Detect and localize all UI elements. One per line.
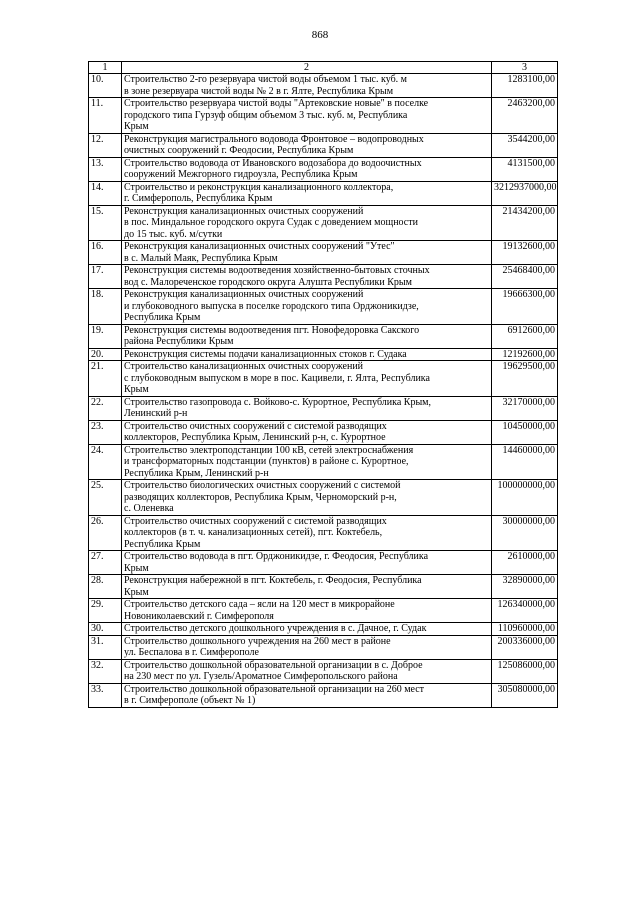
- description-line: коллекторов (в т. ч. канализационных сетей), пгт. Коктебель,: [124, 527, 383, 538]
- description-line: и глубоководного выпуска в поселке городского типа Орджоникидзе,: [124, 300, 419, 312]
- project-description: [122, 289, 492, 325]
- description-line: до 15 тыс. куб. м/сутки: [124, 228, 223, 240]
- table-row: [89, 575, 558, 599]
- project-description: [122, 98, 492, 134]
- description-line: Строительство 2-го резервуара чистой воды объемом 1 тыс. куб. м: [124, 74, 407, 85]
- description-line: с глубоководным выпуском в море в пос. Кацивели, г. Ялта, Республика: [124, 372, 430, 384]
- table-row: [89, 181, 558, 205]
- description-line: Республика Крым: [124, 312, 201, 323]
- table-row: [89, 659, 558, 683]
- project-description: [122, 181, 492, 205]
- description-line: Строительство газопровода с. Войково-с. Курортное, Республика Крым,: [124, 396, 431, 408]
- table-row: [89, 157, 558, 181]
- table-row: [89, 480, 558, 516]
- row-number: 14.: [89, 181, 122, 205]
- row-number: 28.: [89, 575, 122, 599]
- project-description: [122, 241, 492, 265]
- project-amount: 1283100,00: [492, 74, 558, 98]
- project-amount: 12192600,00: [492, 348, 558, 361]
- project-description: [122, 157, 492, 181]
- row-number: 11.: [89, 98, 122, 134]
- project-amount: 19629500,00: [492, 361, 558, 397]
- table-row: [89, 98, 558, 134]
- project-description: [122, 205, 492, 241]
- page-number: 868: [311, 29, 329, 41]
- row-number: 21.: [89, 361, 122, 397]
- row-number: 19.: [89, 324, 122, 348]
- description-line: Республика Крым, Ленинский р-н: [124, 467, 269, 479]
- table-row: [89, 599, 558, 623]
- projects-table-body: [89, 62, 558, 708]
- project-amount: 19132600,00: [492, 241, 558, 265]
- project-amount: 14460000,00: [492, 444, 558, 480]
- row-number: 13.: [89, 157, 122, 181]
- project-amount: 2463200,00: [492, 98, 558, 134]
- description-line: Крым: [124, 121, 149, 132]
- project-description: [122, 396, 492, 420]
- column-header-1: 1: [89, 62, 122, 74]
- table-row: [89, 444, 558, 480]
- project-description: [122, 683, 492, 707]
- project-description: [122, 635, 492, 659]
- row-number: 23.: [89, 420, 122, 444]
- description-line: Реконструкция набережной в пгт. Коктебель, г. Феодосия, Республика: [124, 575, 422, 586]
- row-number: 18.: [89, 289, 122, 325]
- description-line: Крым: [124, 586, 149, 598]
- description-line: г. Симферополь, Республика Крым: [124, 193, 273, 204]
- description-line: на 230 мест по ул. Гузель/Ароматное Симферопольского района: [124, 671, 398, 682]
- row-number: 20.: [89, 348, 122, 361]
- project-description: [122, 133, 492, 157]
- project-amount: 6912600,00: [492, 324, 558, 348]
- description-line: Крым: [124, 562, 149, 574]
- description-line: Реконструкция канализационных очистных сооружений "Утес": [124, 241, 395, 252]
- description-line: в зоне резервуара чистой воды № 2 в г. Ялте, Республика Крым: [124, 85, 394, 97]
- description-line: Строительство резервуара чистой воды "Артековские новые" в поселке: [124, 98, 429, 109]
- project-amount: 21434200,00: [492, 205, 558, 241]
- description-line: Новониколаевский г. Симферополя: [124, 610, 274, 622]
- table-row: [89, 420, 558, 444]
- project-description: [122, 444, 492, 480]
- table-row: [89, 205, 558, 241]
- project-description: [122, 324, 492, 348]
- description-line: Строительство детского дошкольного учреждения в с. Дачное, г. Судак: [124, 623, 427, 634]
- description-line: городского типа Гурзуф общим объемом 3 тыс. куб. м, Республика: [124, 109, 408, 121]
- row-number: 29.: [89, 599, 122, 623]
- description-line: Реконструкция системы водоотведения пгт. Новофедоровка Сакского: [124, 324, 420, 336]
- row-number: 12.: [89, 133, 122, 157]
- row-number: 31.: [89, 635, 122, 659]
- table-row: [89, 361, 558, 397]
- description-line: коллекторов, Республика Крым, Ленинский р-н, с. Курортное: [124, 432, 386, 443]
- description-line: Реконструкция магистрального водовода Фронтовое – водопроводных: [124, 133, 424, 145]
- description-line: в пос. Миндальное городского округа Судак с доведением мощности: [124, 217, 418, 228]
- project-description: [122, 575, 492, 599]
- project-amount: 19666300,00: [492, 289, 558, 325]
- row-number: 32.: [89, 659, 122, 683]
- project-amount: 30000000,00: [492, 515, 558, 551]
- row-number: 10.: [89, 74, 122, 98]
- description-line: Строительство очистных сооружений с системой разводящих: [124, 420, 387, 432]
- table-row: [89, 265, 558, 289]
- description-line: Строительство биологических очистных сооружений с системой: [124, 480, 401, 491]
- project-amount: 10450000,00: [492, 420, 558, 444]
- project-description: [122, 74, 492, 98]
- row-number: 25.: [89, 480, 122, 516]
- description-line: Строительство водовода в пгт. Орджоникидзе, г. Феодосия, Республика: [124, 551, 429, 562]
- project-description: [122, 348, 492, 361]
- description-line: района Республики Крым: [124, 336, 234, 347]
- project-description: [122, 599, 492, 623]
- project-amount: 4131500,00: [492, 157, 558, 181]
- table-row: [89, 396, 558, 420]
- description-line: ул. Беспалова в г. Симферополе: [124, 647, 259, 658]
- row-number: 26.: [89, 515, 122, 551]
- description-line: Реконструкция канализационных очистных сооружений: [124, 205, 364, 217]
- project-amount: 126340000,00: [492, 599, 558, 623]
- description-line: Строительство очистных сооружений с системой разводящих: [124, 515, 387, 527]
- project-amount: 125086000,00: [492, 659, 558, 683]
- table-row: [89, 551, 558, 575]
- table-row: [89, 289, 558, 325]
- description-line: Республика Крым: [124, 538, 201, 550]
- description-line: в с. Малый Маяк, Республика Крым: [124, 252, 278, 264]
- project-amount: 100000000,00: [492, 480, 558, 516]
- project-description: [122, 420, 492, 444]
- description-line: Реконструкция системы подачи канализационных стоков г. Судака: [124, 348, 407, 360]
- table-row: [89, 623, 558, 636]
- project-description: [122, 515, 492, 551]
- description-line: с. Оленевка: [124, 503, 174, 514]
- project-description: [122, 361, 492, 397]
- description-line: Крым: [124, 384, 149, 395]
- project-amount: 3544200,00: [492, 133, 558, 157]
- row-number: 16.: [89, 241, 122, 265]
- project-amount: 3212937000,00: [492, 181, 558, 205]
- table-row: [89, 74, 558, 98]
- description-line: Реконструкция канализационных очистных сооружений: [124, 289, 364, 300]
- description-line: Строительство дошкольной образовательной организации на 260 мест: [124, 683, 425, 695]
- row-number: 22.: [89, 396, 122, 420]
- table-row: [89, 324, 558, 348]
- description-line: Строительство дошкольного учреждения на 260 мест в районе: [124, 635, 391, 647]
- description-line: разводящих коллекторов, Республика Крым, Черноморский р-н,: [124, 491, 397, 503]
- column-header-2: 2: [122, 62, 492, 74]
- description-line: Реконструкция системы водоотведения хозяйственно-бытовых сточных: [124, 265, 430, 276]
- project-description: [122, 551, 492, 575]
- project-amount: 200336000,00: [492, 635, 558, 659]
- row-number: 30.: [89, 623, 122, 636]
- row-number: 17.: [89, 265, 122, 289]
- projects-table: [88, 61, 558, 708]
- description-line: в г. Симферополе (объект № 1): [124, 695, 256, 706]
- table-row: [89, 348, 558, 361]
- description-line: Строительство детского сада – ясли на 120 мест в микрорайоне: [124, 599, 395, 610]
- description-line: Ленинский р-н: [124, 408, 188, 419]
- project-description: [122, 480, 492, 516]
- project-amount: 2610000,00: [492, 551, 558, 575]
- row-number: 24.: [89, 444, 122, 480]
- project-description: [122, 623, 492, 636]
- project-amount: 32170000,00: [492, 396, 558, 420]
- description-line: Строительство и реконструкция канализационного коллектора,: [124, 181, 394, 193]
- description-line: Строительство водовода от Ивановского водозабора до водоочистных: [124, 157, 422, 169]
- description-line: очистных сооружений г. Феодосии, Республика Крым: [124, 145, 354, 156]
- table-row: [89, 635, 558, 659]
- row-number: 27.: [89, 551, 122, 575]
- project-amount: 110960000,00: [492, 623, 558, 636]
- description-line: сооружений Межгорного гидроузла, Республика Крым: [124, 169, 358, 180]
- description-line: вод с. Малореченское городского округа Алушта Республики Крым: [124, 276, 412, 288]
- row-number: 33.: [89, 683, 122, 707]
- project-amount: 25468400,00: [492, 265, 558, 289]
- table-row: [89, 241, 558, 265]
- table-row: [89, 133, 558, 157]
- table-header-row: [89, 62, 558, 74]
- row-number: 15.: [89, 205, 122, 241]
- description-line: Строительство канализационных очистных сооружений: [124, 361, 364, 372]
- table-row: [89, 683, 558, 707]
- column-header-3: 3: [492, 62, 558, 74]
- table-row: [89, 515, 558, 551]
- project-description: [122, 265, 492, 289]
- description-line: Строительство электроподстанции 100 кВ, сетей электроснабжения: [124, 444, 414, 456]
- project-description: [122, 659, 492, 683]
- project-amount: 32890000,00: [492, 575, 558, 599]
- project-amount: 305080000,00: [492, 683, 558, 707]
- description-line: Строительство дошкольной образовательной организации в с. Доброе: [124, 659, 423, 671]
- description-line: и трансформаторных подстанции (пунктов) в районе с. Курортное,: [124, 456, 409, 467]
